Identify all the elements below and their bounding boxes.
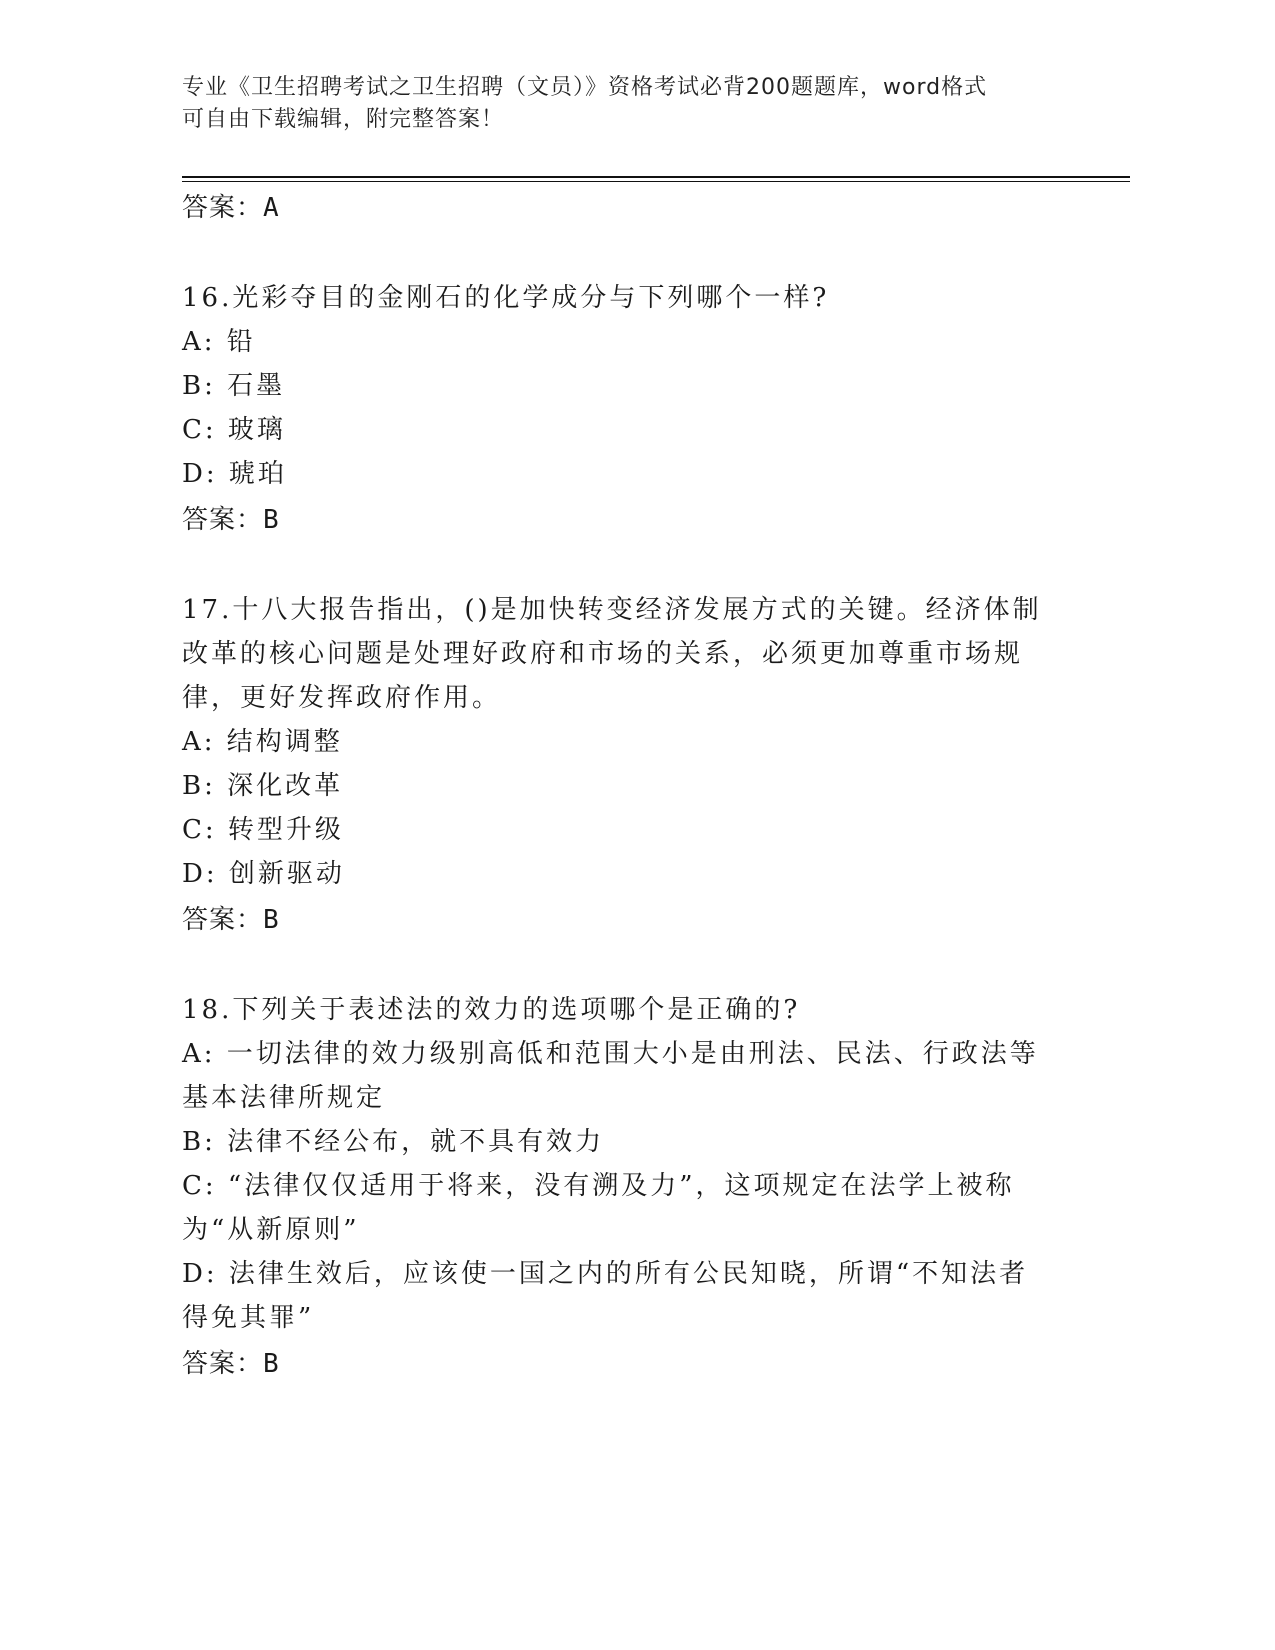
option-c: C: “法律仅仅适用于将来，没有溯及力”，这项规定在法学上被称为“从新原则”	[182, 1171, 1015, 1245]
answer-label: 答案：	[182, 505, 264, 535]
option-b: B: 法律不经公布，就不具有效力	[182, 1127, 605, 1157]
document-header	[182, 72, 1042, 136]
question-16	[182, 276, 1082, 542]
option-d: D: 琥珀	[182, 459, 287, 489]
answer-value: B	[263, 1349, 280, 1379]
answer-label: 答案：	[182, 193, 264, 223]
answer-label: 答案：	[182, 1349, 264, 1379]
answer-value: B	[263, 905, 280, 935]
option-a: A: 一切法律的效力级别高低和范围大小是由刑法、民法、行政法等基本法律所规定	[182, 1039, 1039, 1113]
option-a: A: 结构调整	[182, 727, 343, 757]
option-b: B: 深化改革	[182, 771, 344, 801]
question-18	[182, 988, 1082, 1386]
option-a: A: 铅	[182, 327, 256, 357]
option-c: C: 玻璃	[182, 415, 286, 445]
header-line-2: 可自由下载编辑，附完整答案！	[182, 107, 505, 132]
option-d: D: 法律生效后，应该使一国之内的所有公民知晓，所谓“不知法者得免其罪”	[182, 1259, 1029, 1333]
question-stem: 17.十八大报告指出，()是加快转变经济发展方式的关键。经济体制改革的核心问题是处理好政府和市场的关系，必须更加尊重市场规律，更好发挥政府作用。	[182, 595, 1042, 713]
header-divider-thin	[182, 181, 1130, 182]
option-c: C: 转型升级	[182, 815, 344, 845]
answer-value: B	[263, 505, 280, 535]
answer-value: A	[263, 193, 280, 223]
header-line-1: 专业《卫生招聘考试之卫生招聘（文员）》资格考试必背200题题库，word格式	[182, 75, 988, 100]
option-b: B: 石墨	[182, 371, 286, 401]
header-divider-thick	[182, 176, 1130, 178]
question-stem: 18.下列关于表述法的效力的选项哪个是正确的?	[182, 995, 801, 1025]
previous-answer	[182, 184, 1082, 230]
answer-label: 答案：	[182, 905, 264, 935]
question-answer	[182, 496, 1082, 542]
question-list	[182, 184, 1082, 1386]
question-17	[182, 588, 1082, 942]
question-stem: 16.光彩夺目的金刚石的化学成分与下列哪个一样?	[182, 283, 830, 313]
question-answer	[182, 1340, 1082, 1386]
option-d: D: 创新驱动	[182, 859, 345, 889]
question-answer	[182, 896, 1082, 942]
